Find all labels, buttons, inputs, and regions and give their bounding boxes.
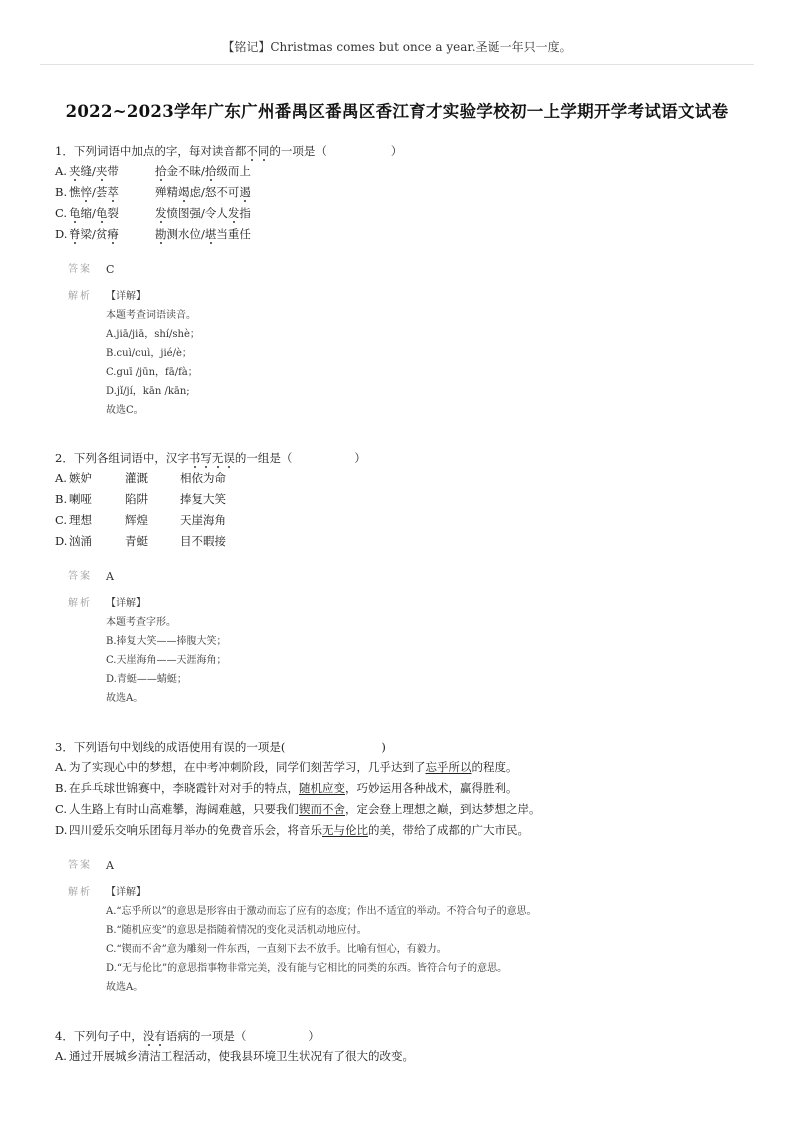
option-word-1: 龟缩/龟裂 — [69, 206, 119, 220]
option-word-2: 勘测水位/堪当重任 — [155, 227, 251, 241]
option-c[interactable]: C. 龟缩/龟裂 发愤图强/令人发指 — [55, 203, 755, 224]
option-word-2: 发愤图强/令人发指 — [155, 206, 251, 220]
option-a[interactable]: A. 嫉妒 灌溉 相依为命 — [55, 471, 226, 485]
option-c[interactable]: C. 人生路上有时山高难攀，海阔难越，只要我们锲而不舍，定会登上理想之巅，到达梦想之岸。 — [55, 802, 541, 816]
explanation-block: 解析 【详解】 本题考查词语读音。 A.jiā/jiā，shí/shè； B.cuì/cuì，jié/è； C.guī /jūn，fā/fà； D.jǐ/jí，kān /kān; 故选C。 — [55, 287, 755, 420]
answer-value: A — [106, 570, 114, 583]
option-c[interactable]: C. 理想 辉煌 天崖海角 — [55, 513, 226, 527]
emphasis-dot-char: 发 — [155, 206, 167, 220]
emphasis-dot-char: 夹 — [95, 164, 108, 178]
emphasis-dot-char: 书 — [188, 451, 201, 465]
emphasis-dot-char: 脊 — [69, 227, 81, 241]
emphasis-dot-char: 有 — [154, 1029, 166, 1043]
question-3 — [55, 737, 755, 997]
emphasis-dot-char: 勘 — [155, 227, 167, 241]
header-motto: 【铭记】Christmas comes but once a year.圣诞一年只一度。 — [222, 40, 572, 54]
emphasis-dot-char: 同 — [257, 144, 270, 158]
explanation-line: 本题考查字形。 — [106, 617, 176, 628]
header-divider — [40, 64, 754, 65]
answer-row: 答案 A — [55, 855, 755, 877]
explanation-line: D.“无与伦比”的意思指事物非常完美，没有能与它相比的同类的东西。皆符合句子的意思。 — [106, 963, 508, 974]
explanation-body — [106, 594, 755, 708]
option-word-1: 脊梁/贫瘠 — [69, 227, 119, 241]
emphasis-dot-char: 瘠 — [107, 227, 119, 241]
explanation-line: C.guī /jūn，fā/fà； — [106, 367, 198, 378]
question-stem: 4．下列句子中，没有语病的一项是（ ） — [55, 1029, 320, 1043]
option-word-1: 夹缝/夹带 — [69, 164, 119, 178]
question-4 — [55, 1026, 755, 1067]
emphasis-dot-char: 竭 — [178, 185, 190, 199]
explanation-line: B.“随机应变”的意思是指随着情况的变化灵活机动地应付。 — [106, 925, 367, 936]
question-2 — [55, 448, 755, 708]
emphasis-dotted-text — [246, 144, 269, 158]
emphasis-dot-char: 没 — [142, 1029, 155, 1043]
document-title: 2022~2023学年广东广州番禺区番禺区香江育才实验学校初一上学期开学考试语文试卷 — [65, 102, 729, 121]
explanation-line: 【详解】 — [106, 598, 146, 609]
emphasis-dot-char: 不 — [246, 144, 258, 158]
explanation-line: C.“锲而不舍”意为雕刻一件东西，一直刻下去不放手。比喻有恒心，有毅力。 — [106, 944, 447, 955]
emphasis-dot-char: 龟 — [69, 206, 81, 220]
explanation-line: A.“忘乎所以”的意思是形容由于激动而忘了应有的态度；作出不适宜的举动。不符合句子的意思。 — [106, 906, 537, 917]
emphasis-dot-char: 遏 — [239, 185, 251, 199]
explanation-line: B.cuì/cuì，jié/è； — [106, 348, 192, 359]
option-b[interactable]: B. 在乒乓球世锦赛中，李晓霞针对对手的特点，随机应变，巧妙运用各种战术，赢得胜利。 — [55, 781, 518, 795]
emphasis-dot-char: 拾 — [155, 164, 167, 178]
explanation-body — [106, 883, 755, 997]
explanation-line: B.捧复大笑——捧腹大笑； — [106, 636, 227, 647]
answer-row: 答案 C — [55, 259, 755, 281]
emphasis-dot-char: 龟 — [95, 206, 108, 220]
option-b[interactable]: B. 喇哑 陷阱 捧复大笑 — [55, 492, 226, 506]
answer-value: A — [106, 859, 114, 872]
explanation-line: 【详解】 — [106, 887, 146, 898]
emphasis-dotted-text — [143, 1029, 166, 1043]
question-stem: 3．下列语句中划线的成语使用有误的一项是( ) — [55, 740, 386, 754]
underlined-idiom: 无与伦比 — [322, 823, 368, 837]
explanation-line: D.青蜓——蜻蜓； — [106, 674, 187, 685]
emphasis-dot-char: 萃 — [107, 185, 119, 199]
underlined-idiom: 随机应变 — [299, 781, 345, 795]
option-a[interactable]: A. 为了实现心中的梦想，在中考冲刺阶段，同学们刻苦学习，几乎达到了忘乎所以的程度。 — [55, 760, 518, 774]
explanation-body — [106, 287, 755, 420]
emphasis-dot-char: 悴 — [80, 185, 92, 199]
answer-row: 答案 A — [55, 566, 755, 588]
option-a[interactable]: A. 夹缝/夹带 拾金不昧/拾级而上 — [55, 161, 755, 182]
explanation-line: 【详解】 — [106, 291, 146, 302]
explanation-line: D.jǐ/jí，kān /kān; — [106, 386, 190, 397]
emphasis-dotted-text — [189, 451, 235, 465]
question-stem: 1．下列词语中加点的字，每对读音都不同的一项是（ ） — [55, 144, 403, 158]
emphasis-dot-char: 发 — [227, 206, 240, 220]
option-d[interactable]: D. 脊梁/贫瘠 勘测水位/堪当重任 — [55, 224, 755, 245]
explanation-line: 故选A。 — [106, 693, 144, 704]
question-stem: 2．下列各组词语中，汉字书写无误的一组是（ ） — [55, 451, 366, 465]
explanation-line: 故选C。 — [106, 405, 144, 416]
option-b[interactable]: B. 憔悴/荟萃 殚精竭虑/怒不可遏 — [55, 182, 755, 203]
emphasis-dot-char: 夹 — [69, 164, 81, 178]
question-1 — [55, 141, 755, 420]
option-word-2: 拾金不昧/拾级而上 — [155, 164, 251, 178]
explanation-line: 本题考查词语读音。 — [106, 310, 196, 321]
option-word-2: 殚精竭虑/怒不可遏 — [155, 185, 251, 199]
emphasis-dot-char: 无 — [211, 451, 224, 465]
option-d[interactable]: D. 汹涌 青蜓 目不暇接 — [55, 534, 226, 548]
underlined-idiom: 忘乎所以 — [425, 760, 472, 774]
emphasis-dot-char: 堪 — [204, 227, 217, 241]
option-a[interactable]: A. 通过开展城乡清洁工程活动，使我县环境卫生状况有了很大的改变。 — [55, 1049, 414, 1063]
explanation-line: C.天崖海角——天涯海角； — [106, 655, 227, 666]
explanation-line: A.jiā/jiā，shí/shè； — [106, 329, 200, 340]
explanation-block: 解析 【详解】 A.“忘乎所以”的意思是形容由于激动而忘了应有的态度；作出不适宜的举动。不符合句子的意思。 B.“随机应变”的意思是指随着情况的变化灵活机动地应付。 C.“锲而不舍”意为雕刻一件东西，一直刻下去不放手。比喻有恒心，有毅力。 D.“无与伦比”的意思指事物非常完美，没有能与它相比的同类的东西。皆符合句子的意思。 故选A。 — [55, 883, 755, 997]
option-word-1: 憔悴/荟萃 — [69, 185, 119, 199]
emphasis-dot-char: 拾 — [204, 164, 217, 178]
emphasis-dot-char: 误 — [223, 451, 235, 465]
answer-value: C — [106, 263, 115, 276]
explanation-line: 故选A。 — [106, 982, 144, 993]
emphasis-dot-char: 写 — [200, 451, 212, 465]
option-d[interactable]: D. 四川爱乐交响乐团每月举办的免费音乐会，将音乐无与伦比的美，带给了成都的广大市民。 — [55, 823, 529, 837]
underlined-idiom: 锲而不舍 — [299, 802, 345, 816]
explanation-block: 解析 【详解】 本题考查字形。 B.捧复大笑——捧腹大笑； C.天崖海角——天涯海角； D.青蜓——蜻蜓； 故选A。 — [55, 594, 755, 708]
